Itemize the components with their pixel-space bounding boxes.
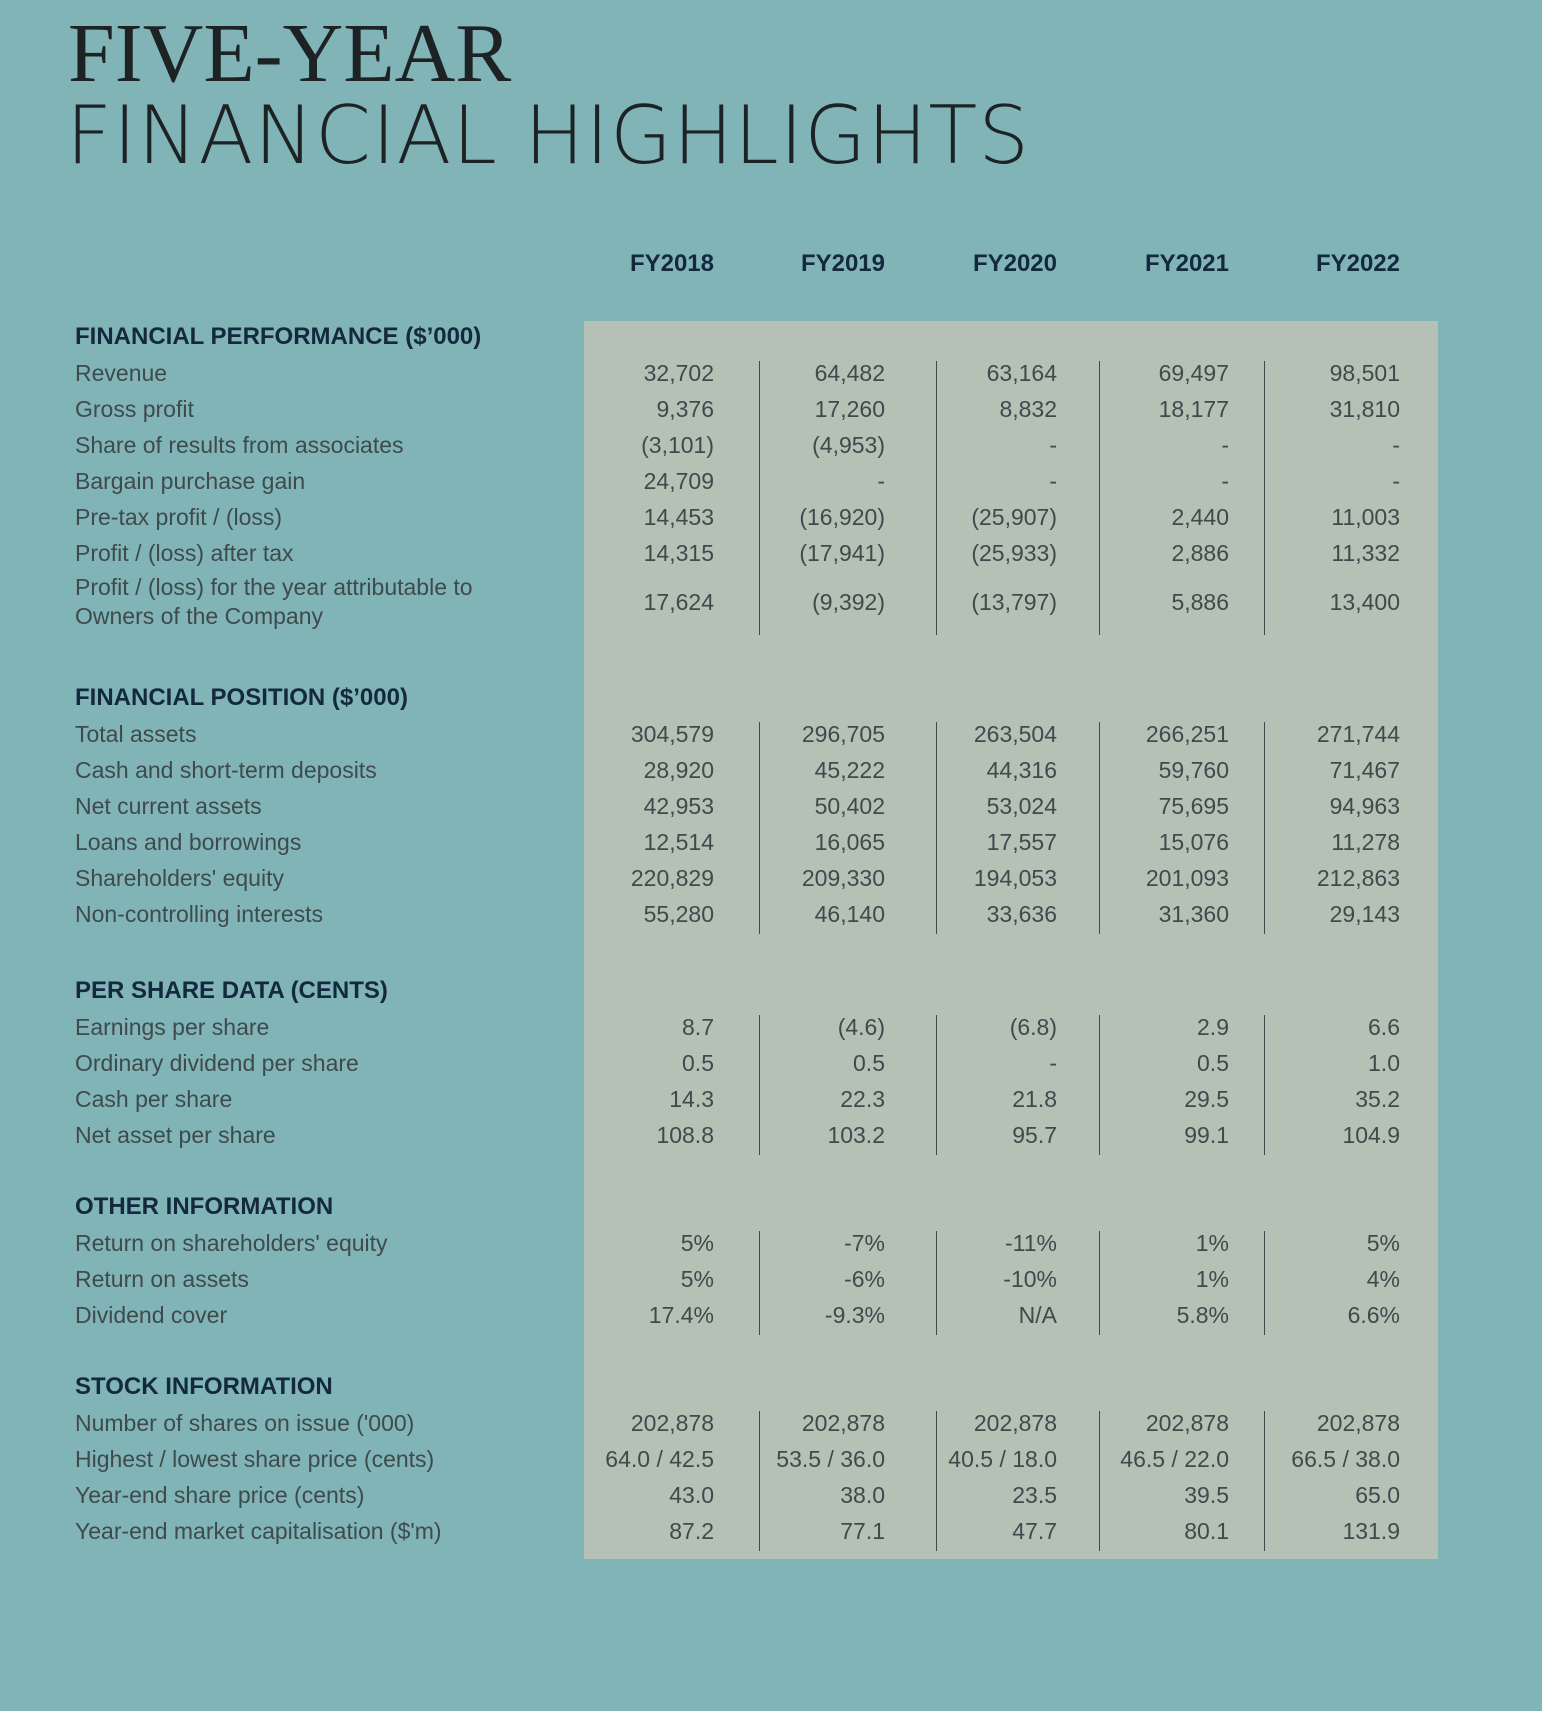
row-label: Profit / (loss) for the year attributable to [75, 574, 473, 600]
row-label: Revenue [75, 360, 168, 386]
row-value: 201,093 [1145, 865, 1229, 891]
row-value: - [877, 468, 885, 494]
row-value: 32,702 [643, 360, 714, 386]
column-divider [936, 1231, 937, 1335]
row-label: Dividend cover [75, 1302, 228, 1328]
row-value: 45,222 [814, 757, 885, 783]
column-divider [1099, 1411, 1100, 1551]
row-value: (17,941) [799, 540, 885, 566]
section-heading: OTHER INFORMATION [75, 1193, 334, 1220]
row-value: - [1049, 432, 1057, 458]
row-value: 63,164 [986, 360, 1057, 386]
row-value: 53.5 / 36.0 [776, 1446, 885, 1472]
row-value: 29,143 [1329, 901, 1400, 927]
row-value: 13,400 [1329, 589, 1400, 615]
row-value: 14,453 [643, 504, 714, 530]
row-label: Gross profit [75, 396, 194, 422]
row-value: 22.3 [840, 1086, 885, 1112]
year-header: FY2019 [800, 250, 885, 277]
row-label: Number of shares on issue ('000) [75, 1410, 415, 1436]
row-value: 71,467 [1329, 757, 1400, 783]
row-value: 131.9 [1342, 1518, 1400, 1544]
row-value: 87.2 [669, 1518, 714, 1544]
year-header: FY2020 [972, 250, 1057, 277]
row-value: - [1049, 1050, 1057, 1076]
year-header: FY2022 [1315, 250, 1400, 277]
row-value: (6.8) [1009, 1014, 1057, 1040]
column-divider [936, 1411, 937, 1551]
section-heading: FINANCIAL POSITION ($’000) [75, 684, 408, 711]
row-value: 212,863 [1316, 865, 1400, 891]
row-label: Ordinary dividend per share [75, 1050, 359, 1076]
column-divider [1264, 1231, 1265, 1335]
row-value: 50,402 [814, 793, 885, 819]
row-label: Net current assets [75, 793, 262, 819]
row-value: 220,829 [630, 865, 714, 891]
row-value: 11,278 [1331, 829, 1400, 855]
row-label: Profit / (loss) after tax [75, 540, 294, 566]
row-value: - [1049, 468, 1057, 494]
row-label: Total assets [75, 721, 197, 747]
column-divider [759, 722, 760, 934]
row-value: N/A [1018, 1302, 1057, 1328]
row-value: 14.3 [669, 1086, 714, 1112]
row-label: Earnings per share [75, 1014, 270, 1040]
column-divider [936, 361, 937, 635]
section-heading: FINANCIAL PERFORMANCE ($’000) [75, 323, 482, 350]
row-value: 209,330 [801, 865, 885, 891]
row-value: -9.3% [824, 1302, 885, 1328]
row-value: 194,053 [973, 865, 1057, 891]
row-value: 43.0 [669, 1482, 714, 1508]
year-header: FY2018 [629, 250, 714, 277]
row-value: 59,760 [1158, 757, 1229, 783]
row-value: (25,907) [971, 504, 1057, 530]
row-value: 75,695 [1158, 793, 1229, 819]
row-value: 5.8% [1176, 1302, 1229, 1328]
row-value: 4% [1366, 1266, 1400, 1292]
row-value: 29.5 [1184, 1086, 1229, 1112]
row-label: Cash and short-term deposits [75, 757, 377, 783]
row-value: 103.2 [827, 1122, 885, 1148]
row-value: 95.7 [1012, 1122, 1057, 1148]
row-value: 64.0 / 42.5 [605, 1446, 714, 1472]
row-value: 8.7 [682, 1014, 714, 1040]
row-value: 1% [1195, 1230, 1229, 1256]
year-header: FY2021 [1144, 250, 1229, 277]
row-label: Return on assets [75, 1266, 249, 1292]
row-value: 1% [1195, 1266, 1229, 1292]
row-value: (4.6) [837, 1014, 885, 1040]
row-value: 17.4% [648, 1302, 714, 1328]
row-label: Share of results from associates [75, 432, 404, 458]
row-value: 296,705 [801, 721, 885, 747]
row-value: 46,140 [814, 901, 885, 927]
row-value: 6.6 [1368, 1014, 1400, 1040]
row-value: 53,024 [986, 793, 1057, 819]
column-divider [1264, 722, 1265, 934]
row-value: 66.5 / 38.0 [1291, 1446, 1400, 1472]
row-value: 5% [680, 1266, 714, 1292]
row-value: 46.5 / 22.0 [1120, 1446, 1229, 1472]
row-value: 0.5 [1197, 1050, 1229, 1076]
row-value: 11,003 [1331, 504, 1400, 530]
row-value: 55,280 [643, 901, 714, 927]
row-value: 266,251 [1145, 721, 1229, 747]
row-label: Return on shareholders' equity [75, 1230, 388, 1256]
row-value: 38.0 [840, 1482, 885, 1508]
page-subtitle: FINANCIAL HIGHLIGHTS [66, 89, 1031, 182]
row-value: 8,832 [999, 396, 1057, 422]
column-divider [1099, 361, 1100, 635]
row-value: 304,579 [630, 721, 714, 747]
column-divider [936, 722, 937, 934]
row-value: 99.1 [1184, 1122, 1229, 1148]
row-value: 202,878 [1145, 1410, 1229, 1436]
row-label: Cash per share [75, 1086, 233, 1112]
row-value: 47.7 [1012, 1518, 1057, 1544]
row-value: 6.6% [1347, 1302, 1400, 1328]
row-label: Shareholders' equity [75, 865, 284, 891]
row-value: 33,636 [986, 901, 1057, 927]
row-value: 94,963 [1329, 793, 1400, 819]
row-value: 16,065 [814, 829, 885, 855]
row-value: 64,482 [814, 360, 885, 386]
row-value: (13,797) [971, 589, 1057, 615]
row-value: 24,709 [643, 468, 714, 494]
row-value: 104.9 [1342, 1122, 1400, 1148]
row-value: 15,076 [1158, 829, 1229, 855]
row-label: Bargain purchase gain [75, 468, 306, 494]
row-value: 17,624 [643, 589, 714, 615]
row-value: (9,392) [812, 589, 885, 615]
row-value: 98,501 [1329, 360, 1400, 386]
row-value: -7% [844, 1230, 885, 1256]
row-value: 31,360 [1158, 901, 1229, 927]
row-label: Pre-tax profit / (loss) [75, 504, 283, 530]
row-value: - [1221, 432, 1229, 458]
row-value: 202,878 [973, 1410, 1057, 1436]
column-divider [1099, 1231, 1100, 1335]
row-label: Net asset per share [75, 1122, 276, 1148]
row-value: -6% [844, 1266, 885, 1292]
row-value: 5% [680, 1230, 714, 1256]
row-value: 14,315 [643, 540, 714, 566]
row-value: 42,953 [643, 793, 714, 819]
row-value: 65.0 [1355, 1482, 1400, 1508]
page-title: FIVE-YEAR [68, 7, 512, 100]
section-heading: STOCK INFORMATION [75, 1373, 333, 1400]
row-value: 202,878 [1316, 1410, 1400, 1436]
row-value: 17,557 [986, 829, 1057, 855]
row-label: Non-controlling interests [75, 901, 324, 927]
column-divider [1264, 361, 1265, 635]
row-value: 9,376 [656, 396, 714, 422]
row-value: -11% [1005, 1230, 1057, 1256]
row-label: Highest / lowest share price (cents) [75, 1446, 435, 1472]
row-value: (3,101) [641, 432, 714, 458]
row-value: 5% [1366, 1230, 1400, 1256]
row-value: - [1392, 432, 1400, 458]
column-divider [759, 1411, 760, 1551]
column-divider [1264, 1411, 1265, 1551]
row-value: 12,514 [643, 829, 714, 855]
row-value: 11,332 [1331, 540, 1400, 566]
row-value: 39.5 [1184, 1482, 1229, 1508]
row-value: 23.5 [1012, 1482, 1057, 1508]
row-value: 263,504 [973, 721, 1057, 747]
row-value: (25,933) [971, 540, 1057, 566]
row-value: 1.0 [1368, 1050, 1400, 1076]
column-divider [1264, 1015, 1265, 1155]
row-label-continued: Owners of the Company [75, 603, 324, 629]
row-value: 2,886 [1171, 540, 1229, 566]
row-value: 202,878 [630, 1410, 714, 1436]
row-value: -10% [1003, 1266, 1057, 1292]
row-value: 0.5 [682, 1050, 714, 1076]
row-value: 17,260 [814, 396, 885, 422]
section-heading: PER SHARE DATA (CENTS) [75, 977, 388, 1004]
row-value: 35.2 [1355, 1086, 1400, 1112]
column-divider [759, 361, 760, 635]
column-divider [759, 1015, 760, 1155]
column-divider [1099, 1015, 1100, 1155]
row-label: Loans and borrowings [75, 829, 302, 855]
row-value: 77.1 [840, 1518, 885, 1544]
row-value: 31,810 [1329, 396, 1400, 422]
column-divider [759, 1231, 760, 1335]
row-value: 21.8 [1012, 1086, 1057, 1112]
row-label: Year-end market capitalisation ($'m) [75, 1518, 442, 1544]
row-value: 271,744 [1316, 721, 1400, 747]
row-label: Year-end share price (cents) [75, 1482, 365, 1508]
row-value: - [1221, 468, 1229, 494]
row-value: 0.5 [853, 1050, 885, 1076]
column-divider [1099, 722, 1100, 934]
row-value: 40.5 / 18.0 [948, 1446, 1057, 1472]
row-value: 108.8 [656, 1122, 714, 1148]
row-value: 2,440 [1171, 504, 1229, 530]
row-value: 44,316 [986, 757, 1057, 783]
row-value: 28,920 [643, 757, 714, 783]
column-divider [936, 1015, 937, 1155]
row-value: 18,177 [1158, 396, 1229, 422]
row-value: 202,878 [801, 1410, 885, 1436]
row-value: 2.9 [1197, 1014, 1229, 1040]
row-value: 5,886 [1171, 589, 1229, 615]
row-value: 80.1 [1184, 1518, 1229, 1544]
row-value: - [1392, 468, 1400, 494]
row-value: 69,497 [1158, 360, 1229, 386]
row-value: (16,920) [799, 504, 885, 530]
row-value: (4,953) [812, 432, 885, 458]
